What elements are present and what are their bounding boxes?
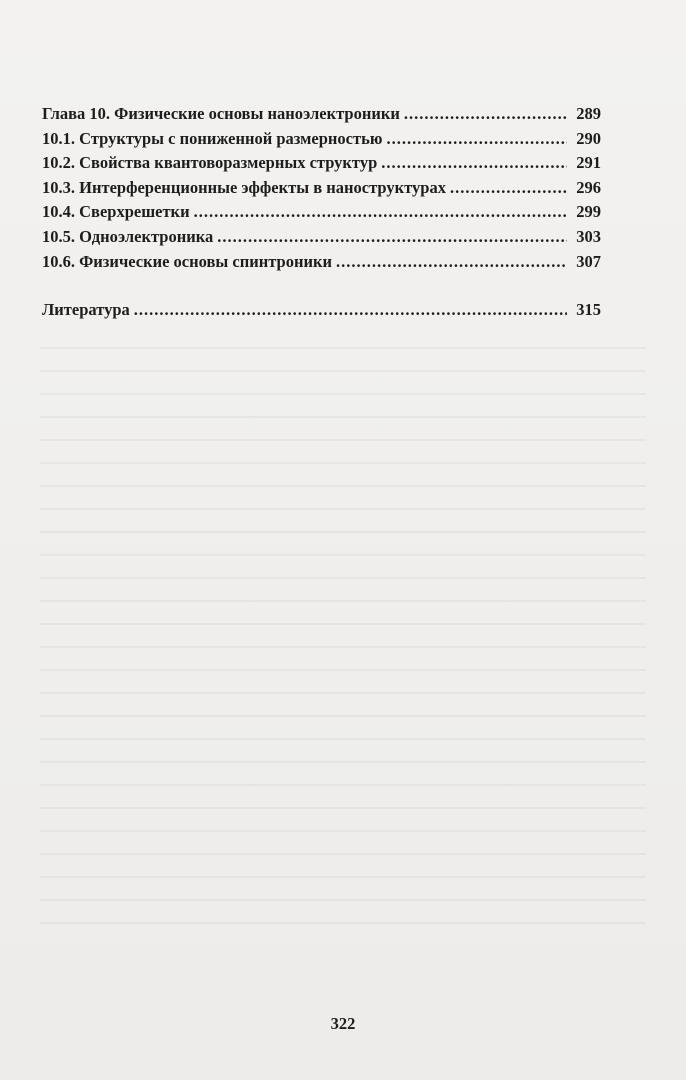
- toc-entry-title: 10.3. Интерференционные эффекты в наноструктурах: [42, 177, 446, 197]
- dot-leader: [194, 202, 567, 222]
- toc-section-10-3: [42, 178, 601, 203]
- toc-section-10-6: [42, 252, 601, 277]
- toc-literature: [42, 300, 601, 325]
- dot-leader: [217, 227, 567, 247]
- toc-entry-page: 291: [576, 153, 601, 173]
- toc-section-10-2: [42, 153, 601, 178]
- toc-entry-page: 296: [576, 177, 601, 197]
- toc-chapter-10: [42, 104, 601, 129]
- toc-entry-title: Литература: [42, 300, 130, 320]
- dot-leader: [336, 252, 567, 272]
- toc-entry-page: 290: [576, 128, 601, 148]
- toc-entry-page: 289: [576, 104, 601, 123]
- toc-section-10-5: [42, 227, 601, 252]
- dot-leader: [134, 300, 567, 320]
- dot-leader: [450, 178, 567, 198]
- dot-leader: [386, 129, 567, 149]
- toc-entry-page: 307: [576, 251, 601, 271]
- dot-leader: [404, 104, 567, 124]
- toc-entry-title: 10.5. Одноэлектроника: [42, 226, 214, 246]
- toc-entry-title: Глава 10. Физические основы наноэлектроники: [42, 104, 400, 123]
- toc-section-10-1: [42, 129, 601, 154]
- toc-entry-page: 303: [576, 226, 601, 246]
- page-number: 322: [330, 1014, 356, 1033]
- toc-section-10-4: [42, 202, 601, 227]
- dot-leader: [381, 153, 567, 173]
- toc-entry-title: 10.1. Структуры с пониженной размерностью: [42, 128, 383, 148]
- toc-entry-title: 10.2. Свойства квантоворазмерных структур: [42, 153, 378, 173]
- bleed-through-text: [40, 330, 646, 930]
- toc-entry-page: 315: [576, 300, 601, 320]
- toc-entry-title: 10.6. Физические основы спинтроники: [42, 251, 332, 271]
- spacer: [42, 276, 601, 300]
- table-of-contents: [42, 104, 601, 325]
- toc-entry-page: 299: [576, 202, 601, 222]
- toc-entry-title: 10.4. Сверхрешетки: [42, 202, 190, 222]
